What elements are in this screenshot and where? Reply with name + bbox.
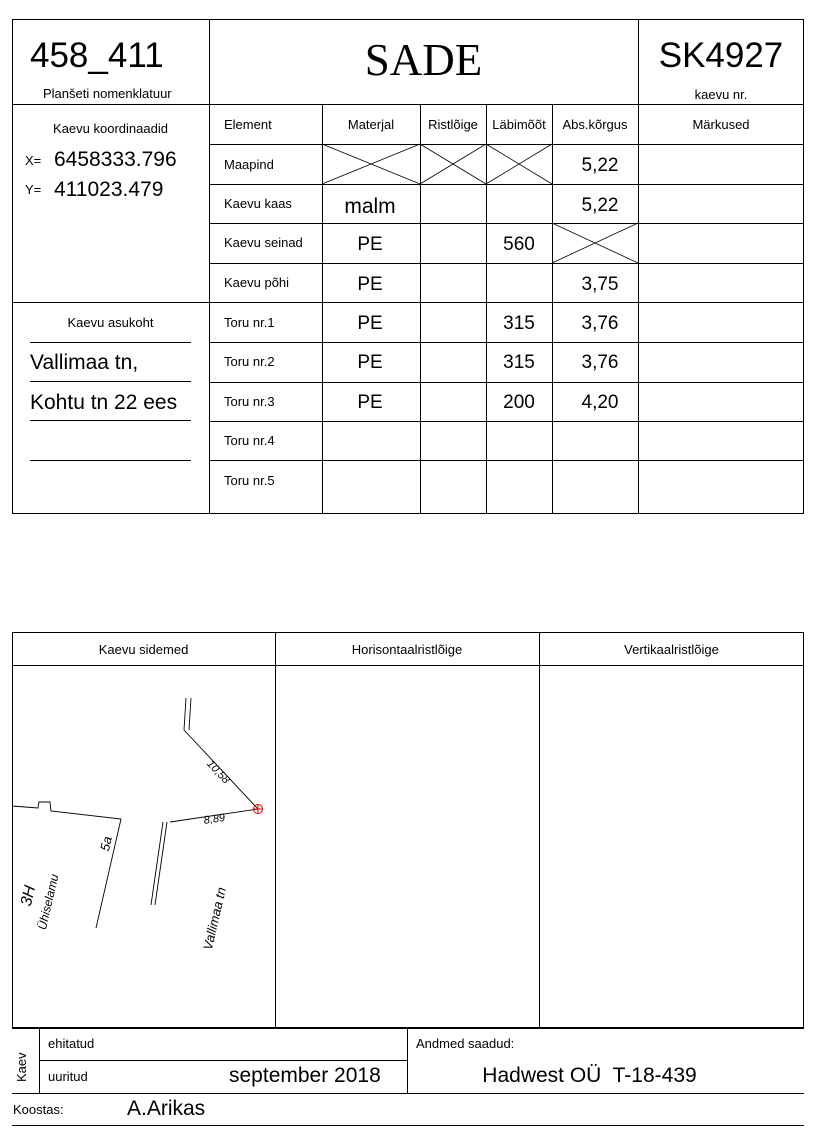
data-source-value: Hadwest OÜ T-18-439: [482, 1064, 697, 1087]
cell-material: malm: [344, 195, 396, 218]
well-number: SK4927: [658, 36, 784, 75]
location-line-1: Vallimaa tn,: [30, 351, 139, 374]
cell-abs-height: 3,76: [581, 313, 619, 334]
system-title: SADE: [364, 35, 483, 85]
x-label: X=: [25, 153, 42, 168]
cell-material: PE: [357, 392, 383, 413]
cell-abs-height: 5,22: [581, 155, 619, 176]
compiled-value: A.Arikas: [127, 1097, 206, 1120]
cell-element: Kaevu põhi: [224, 275, 290, 290]
cell-element: Toru nr.5: [224, 473, 275, 488]
y-label: Y=: [25, 182, 42, 197]
distance-label-1: 10,58: [204, 758, 232, 787]
cell-abs-height: 3,75: [581, 274, 619, 295]
location-label: Kaevu asukoht: [67, 315, 154, 330]
street-label: Vallimaa tn: [200, 885, 229, 952]
cell-element: Maapind: [224, 157, 274, 172]
header-cross-section: Ristlõige: [428, 117, 478, 132]
compiled-label: Koostas:: [13, 1102, 64, 1117]
data-source-label: Andmed saadud:: [416, 1036, 515, 1051]
cell-abs-height: 4,20: [581, 392, 619, 413]
building-type: 3H: [18, 884, 40, 908]
horizontal-section-title: Horisontaalristlõige: [351, 642, 463, 657]
cell-abs-height: 3,76: [581, 352, 619, 373]
header-diameter: Läbimõõt: [492, 117, 546, 132]
cell-element: Toru nr.2: [224, 354, 275, 369]
cell-diameter: 200: [503, 392, 535, 413]
distance-label-2: 8,89: [203, 812, 226, 827]
header-notes: Märkused: [692, 117, 750, 132]
building-number: 5a: [97, 834, 115, 853]
cell-material: PE: [357, 313, 383, 334]
header-element: Element: [224, 117, 272, 132]
cell-diameter: 315: [503, 313, 535, 334]
cell-diameter: 560: [503, 234, 535, 255]
cell-element: Toru nr.1: [224, 315, 275, 330]
x-value: 6458333.796: [54, 148, 177, 171]
header-abs-height: Abs.kõrgus: [562, 117, 628, 132]
cell-material: PE: [357, 352, 383, 373]
vertical-section-title: Vertikaalristlõige: [624, 642, 719, 657]
cell-element: Kaevu seinad: [224, 235, 303, 250]
footer-top-line: [12, 1028, 804, 1029]
nomenclature-value: 458_411: [30, 36, 164, 75]
well-number-label: kaevu nr.: [694, 87, 748, 102]
built-label: ehitatud: [48, 1036, 95, 1051]
coordinates-label: Kaevu koordinaadid: [53, 121, 168, 136]
y-value: 411023.479: [54, 178, 164, 201]
surveyed-label: uuritud: [48, 1069, 88, 1084]
cell-abs-height: 5,22: [581, 195, 619, 216]
footer-bottom-line: [12, 1093, 804, 1094]
location-line-2: Kohtu tn 22 ees: [30, 391, 178, 414]
nomenclature-label: Planšeti nomenklatuur: [43, 86, 172, 101]
cell-element: Toru nr.3: [224, 394, 275, 409]
footer-side-label: Kaev: [14, 1052, 29, 1082]
footer-end-line: [12, 1125, 804, 1126]
cell-element: Toru nr.4: [224, 433, 275, 448]
building-name: Ühiselamu: [35, 872, 62, 932]
ties-title: Kaevu sidemed: [98, 642, 189, 657]
footer-row-line: [39, 1060, 407, 1061]
cell-diameter: 315: [503, 352, 535, 373]
header-material: Materjal: [347, 117, 395, 132]
cell-material: PE: [357, 274, 383, 295]
cell-element: Kaevu kaas: [224, 196, 292, 211]
well-marker-icon: [254, 805, 263, 814]
cell-material: PE: [357, 234, 383, 255]
surveyed-value: september 2018: [229, 1064, 381, 1087]
